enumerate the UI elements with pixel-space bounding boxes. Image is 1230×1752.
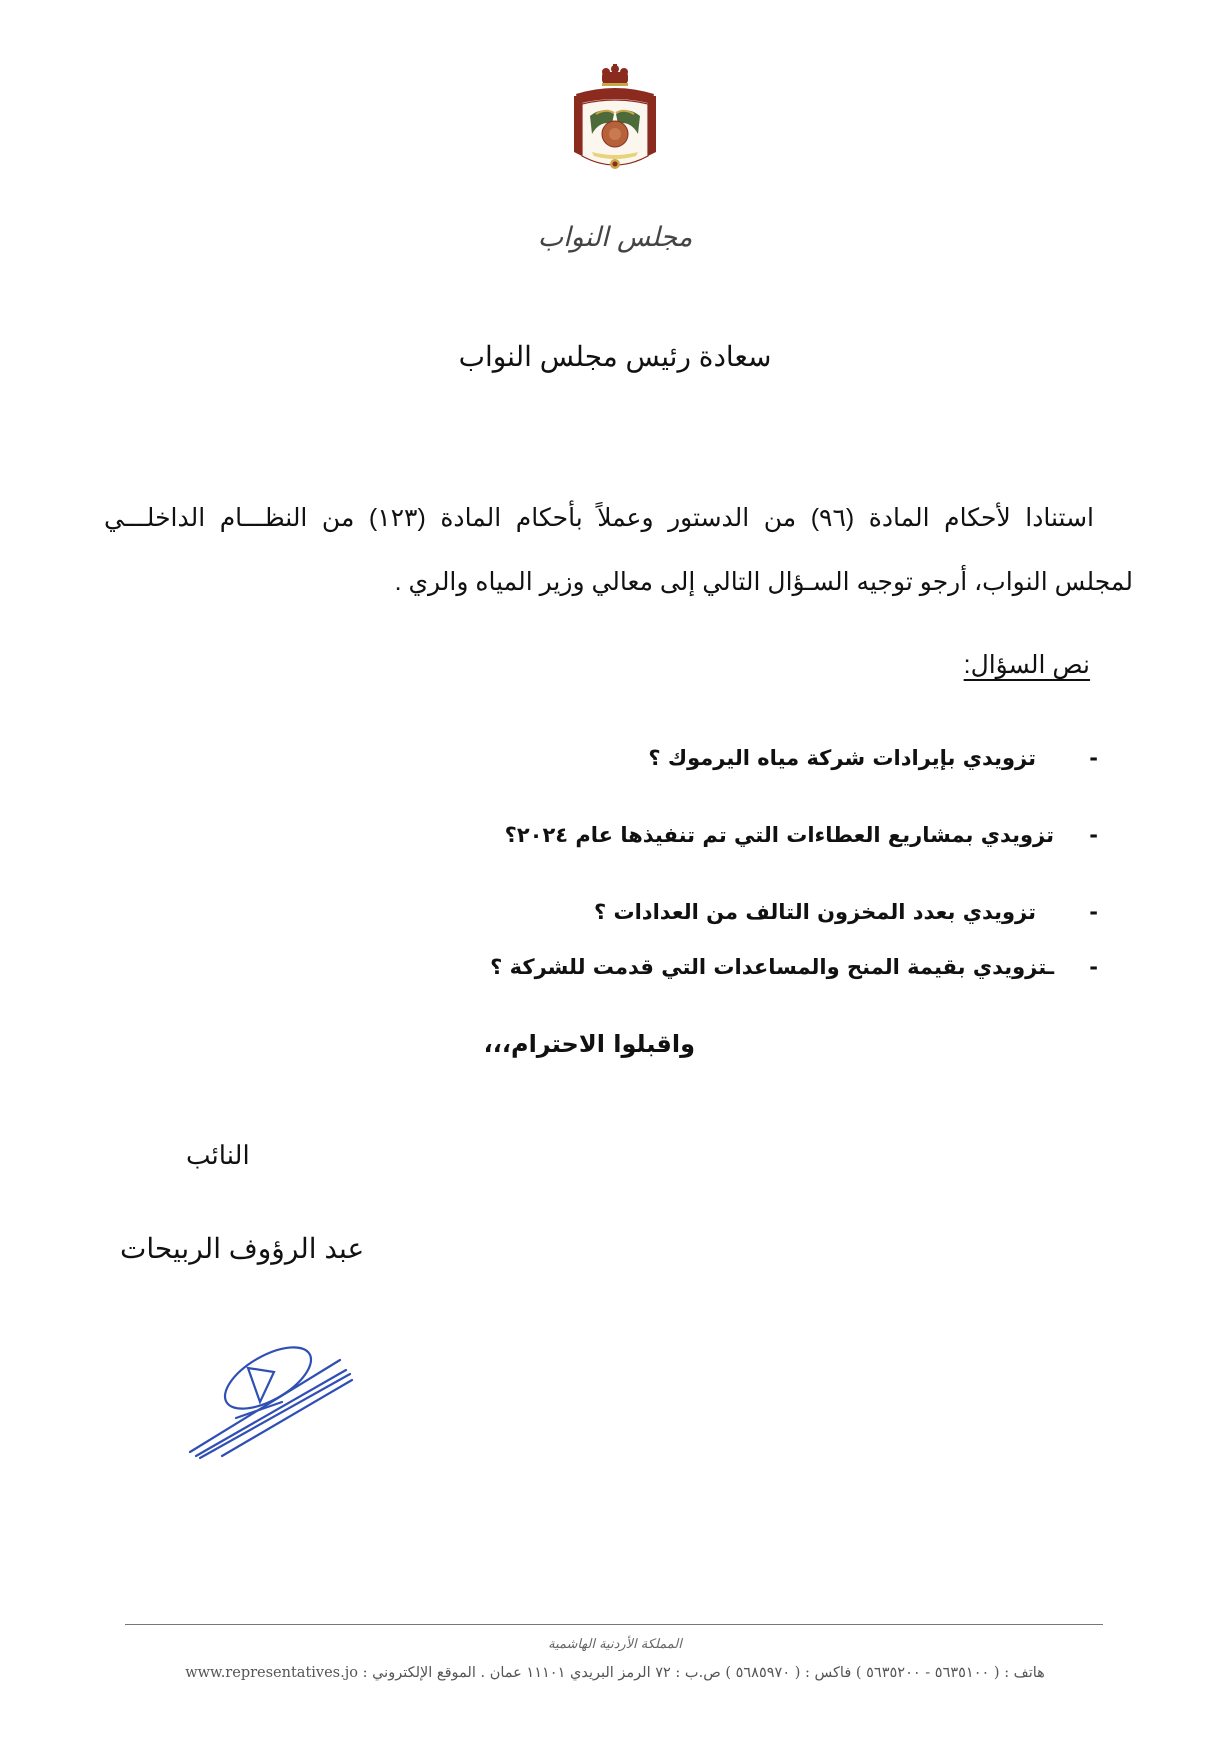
footer-divider <box>125 1624 1103 1625</box>
question-item <box>594 900 1098 924</box>
bullet-dash: - <box>1089 823 1098 847</box>
question-item <box>490 955 1098 979</box>
bullet-dash: - <box>1089 955 1098 979</box>
kingdom-calligraphy: المملكة الأردنية الهاشمية <box>548 1637 682 1652</box>
salutation-heading: سعادة رئيس مجلس النواب <box>458 341 772 372</box>
institution-calligraphy: مجلس النواب <box>537 222 693 253</box>
handwritten-signature <box>170 1330 370 1460</box>
bullet-dash: - <box>1089 746 1098 770</box>
question-heading: نص السؤال: <box>963 651 1090 679</box>
signer-name: عبد الرؤوف الربيحات <box>120 1233 365 1264</box>
closing-salutation: واقبلوا الاحترام،،، <box>483 1030 695 1058</box>
question-text: ـتزويدي بقيمة المنح والمساعدات التي قدمت للشركة ؟ <box>490 955 1054 979</box>
bullet-dash: - <box>1089 900 1098 924</box>
question-text: تزويدي بعدد المخزون التالف من العدادات ؟ <box>594 900 1036 924</box>
question-text: تزويدي بإيرادات شركة مياه اليرموك ؟ <box>648 746 1036 770</box>
footer-contact-info: هاتف : ( ٥٦٣٥١٠٠ - ٥٦٣٥٢٠٠ ) فاكس : ( ٥٦٨٥٩٧٠ ) ص.ب : ٧٢ الرمز البريدي ١١١٠١ عمان . الموقع الإلكتروني : www.representatives.jo <box>185 1665 1045 1681</box>
signer-title: النائب <box>186 1140 250 1170</box>
signature-icon <box>170 1330 370 1460</box>
question-text: تزويدي بمشاريع العطاءات التي تم تنفيذها عام ٢٠٢٤؟ <box>504 823 1054 847</box>
coat-of-arms-emblem <box>556 64 674 182</box>
body-paragraph-line-2: لمجلس النواب، أرجو توجيه السـؤال التالي إلى معالي وزير المياه والري . <box>394 568 1133 596</box>
body-paragraph-line-1: استنادا لأحكام المادة (٩٦) من الدستور وعملاً بأحكام المادة (١٢٣) من النظـــام الداخلـــي <box>104 504 1094 532</box>
crest-icon <box>556 64 674 182</box>
question-item <box>505 823 1098 847</box>
question-item <box>648 746 1098 770</box>
